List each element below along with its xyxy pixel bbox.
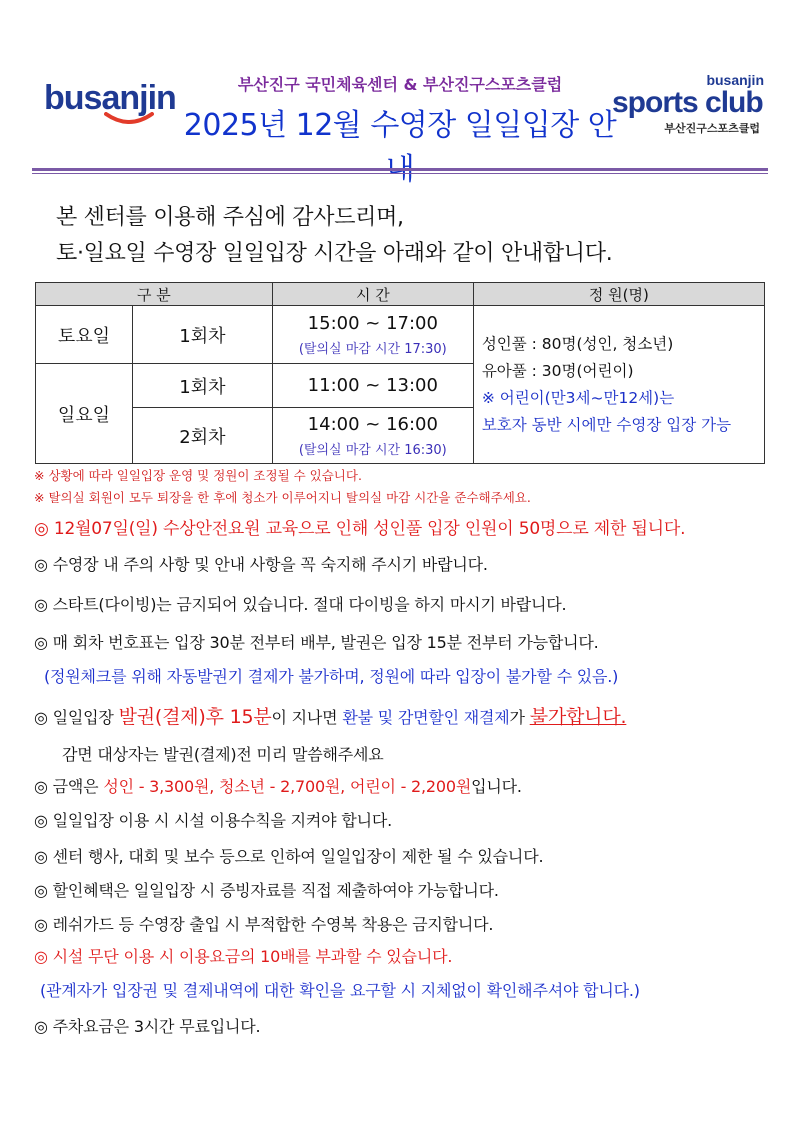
capacity-adult: 성인풀 : 80명(성인, 청소년) — [481, 334, 674, 353]
header-time: 시 간 — [272, 283, 473, 306]
table-header-row — [36, 283, 765, 306]
sunday-time-2: 14:00 ~ 16:00 (탈의실 마감 시간 16:30) — [272, 408, 473, 464]
item-penalty: ◎ 시설 무단 이용 시 이용요금의 10배를 부과할 수 있습니다. — [34, 947, 453, 966]
header-capacity: 정 원(명) — [473, 283, 764, 306]
capacity-note-2: 보호자 동반 시에만 수영장 입장 가능 — [481, 415, 732, 434]
saturday-time: 15:00 ~ 17:00 (탈의실 마감 시간 17:30) — [272, 306, 473, 364]
item-ticket-note: (정원체크를 위해 자동발권기 결제가 불가하며, 정원에 따라 입장이 불가할 수 있음.) — [44, 667, 619, 686]
item-swimwear: ◎ 레쉬가드 등 수영장 출입 시 부적합한 수영복 착용은 금지합니다. — [34, 915, 494, 934]
sunday-time-1: 11:00 ~ 13:00 — [272, 364, 473, 408]
item-safety-training: ◎ 12월07일(일) 수상안전요원 교육으로 인해 성인풀 입장 인원이 50명으로 제한 됩니다. — [34, 519, 686, 539]
sports-club-logo-small: busanjin — [706, 72, 764, 88]
header-subtitle: 부산진구 국민체육센터 & 부산진구스포츠클럽 — [237, 75, 563, 94]
schedule-table — [35, 282, 765, 464]
capacity-note-1: ※ 어린이(만3세~만12세)는 — [481, 388, 675, 407]
item-rules: ◎ 수영장 내 주의 사항 및 안내 사항을 꼭 숙지해 주시기 바랍니다. — [34, 555, 488, 574]
sunday-day: 일요일 — [36, 364, 133, 464]
item-no-diving: ◎ 스타트(다이빙)는 금지되어 있습니다. 절대 다이빙을 하지 마시기 바랍니다. — [34, 595, 567, 614]
saturday-session: 1회차 — [133, 306, 273, 364]
saturday-day: 토요일 — [36, 306, 133, 364]
note-2: ※ 탈의실 회원이 모두 퇴장을 한 후에 청소가 이루어지니 탈의실 마감 시간을 준수해주세요. — [34, 490, 531, 505]
refund-limit: 발권(결제)후 15분 — [118, 706, 272, 728]
item-refund: ◎ 일일입장 발권(결제)후 15분이 지나면 환불 및 감면할인 재결제가 불가합니다. — [34, 706, 627, 728]
item-facility-rules: ◎ 일일입장 이용 시 시설 이용수칙을 지켜야 합니다. — [34, 811, 392, 830]
sports-club-logo — [612, 72, 772, 135]
refund-scope: 환불 및 감면할인 재결제 — [342, 708, 510, 727]
item-ticket-timing: ◎ 매 회차 번호표는 입장 30분 전부터 배부, 발권은 입장 15분 전부터 가능합니다. — [34, 633, 599, 652]
intro-line-2: 토·일요일 수영장 일일입장 시간을 아래와 같이 안내합니다. — [56, 241, 613, 266]
intro-line-1: 본 센터를 이용해 주심에 감사드리며, — [56, 205, 404, 230]
note-1: ※ 상황에 따라 일일입장 운영 및 정원이 조정될 수 있습니다. — [34, 468, 362, 483]
price-list: 성인 - 3,300원, 청소년 - 2,700원, 어린이 - 2,200원 — [103, 777, 472, 796]
header-divider — [32, 168, 768, 171]
table-row — [36, 306, 765, 364]
item-discount-note: 감면 대상자는 발권(결제)전 미리 말씀해주세요 — [62, 745, 384, 764]
busanjin-logo — [44, 80, 184, 125]
sports-club-logo-wordmark: sports club — [612, 86, 763, 119]
busanjin-logo-wordmark: busanjin — [44, 79, 176, 117]
item-parking: ◎ 주차요금은 3시간 무료입니다. — [34, 1017, 261, 1036]
page-title: 2025년 12월 수영장 일일입장 안 — [183, 108, 617, 143]
smile-logo-icon — [104, 112, 154, 126]
item-penalty-note: (관계자가 입장권 및 결제내역에 대한 확인을 요구할 시 지체없이 확인해주셔야 합니다.) — [40, 981, 640, 1000]
capacity-kids: 유아풀 : 30명(어린이) — [481, 361, 634, 380]
sports-club-logo-korean: 부산진구스포츠클럽 — [664, 122, 760, 135]
header-divider-thin — [32, 173, 768, 174]
capacity-cell — [473, 306, 764, 464]
saturday-locker-note: (탈의실 마감 시간 17:30) — [298, 341, 447, 357]
sunday-session-2: 2회차 — [133, 408, 273, 464]
item-discount-proof: ◎ 할인혜택은 일일입장 시 증빙자료를 직접 제출하여야 가능합니다. — [34, 881, 499, 900]
header-category: 구 분 — [36, 283, 273, 306]
item-event-limit: ◎ 센터 행사, 대회 및 보수 등으로 인하여 일일입장이 제한 될 수 있습니다. — [34, 847, 544, 866]
item-price: ◎ 금액은 성인 - 3,300원, 청소년 - 2,700원, 어린이 - 2,200원입니다. — [34, 777, 522, 796]
sunday-locker-note: (탈의실 마감 시간 16:30) — [298, 442, 447, 458]
sunday-session-1: 1회차 — [133, 364, 273, 408]
refund-not-allowed: 불가합니다. — [529, 706, 627, 728]
